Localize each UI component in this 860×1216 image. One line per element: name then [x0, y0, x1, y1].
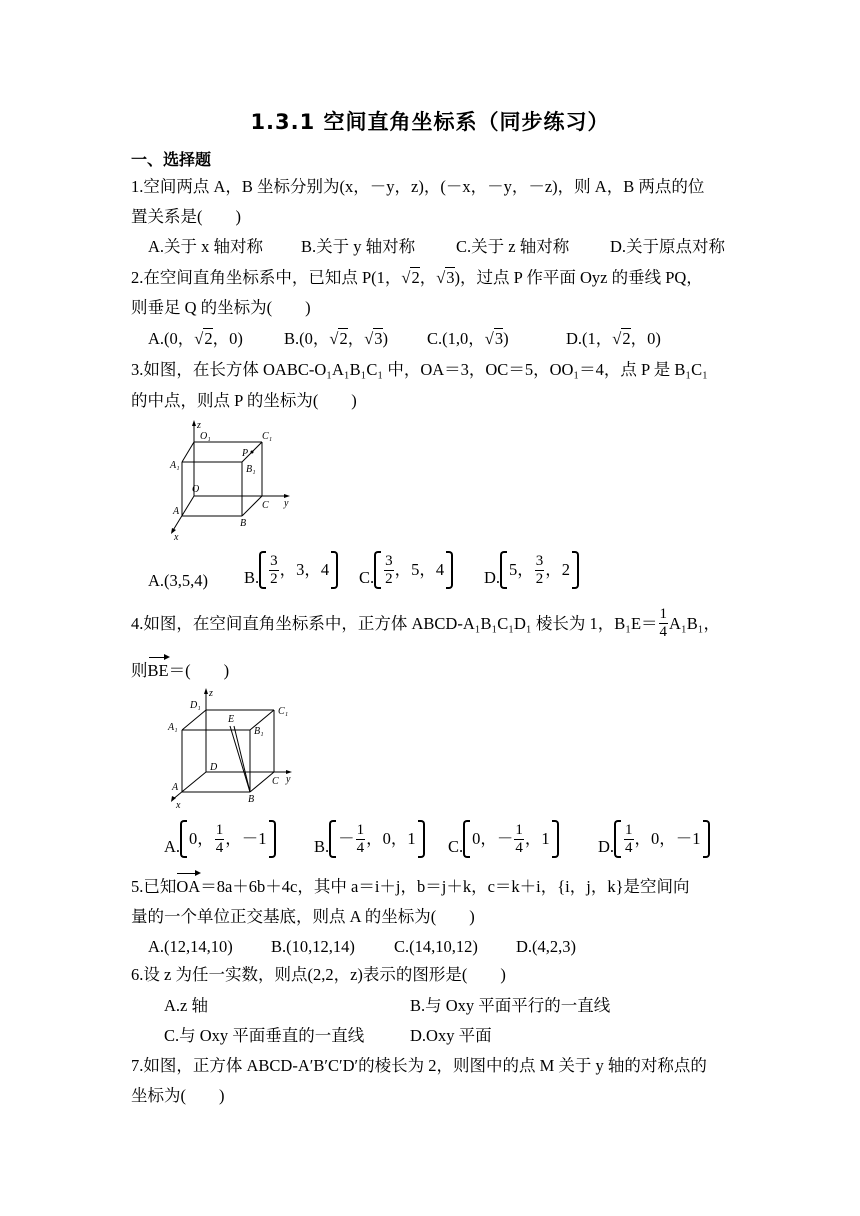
q3-b-fraction: $\frac{3}{2}$: [270, 552, 278, 587]
q4-text-pre: 4.如图，在空间直角坐标系中，正方体 ABCD-A₁B₁C₁D₁ 棱长为 1，B₁E＝: [131, 613, 658, 633]
q4-option-b: [314, 820, 425, 858]
q4-a-fraction: $\frac{1}{4}$: [215, 821, 224, 856]
q2-b-sqrt-3: 3: [374, 329, 383, 348]
q5-option-d: D.(4,2,3): [516, 937, 577, 956]
q6-option-a: A.z 轴: [164, 996, 208, 1015]
q2-text-mid: ，: [419, 268, 437, 287]
question-1-line-1: 1.空间两点 A，B 坐标分别为(x，－y，z)，(－x，－y，－z)，则 A，B 两点的位: [131, 177, 705, 196]
q3-d-rest: ，2: [545, 560, 571, 579]
question-7-line-2: 坐标为( ): [131, 1086, 225, 1105]
q3-d-pre: 5，: [509, 560, 534, 579]
question-3-line-1: 3.如图，在长方体 OABC-O₁A₁B₁C₁ 中，OA＝3，OC＝5，OO₁＝4，点 P 是 B₁C₁: [131, 360, 708, 379]
q3-b-label: B.: [244, 568, 260, 587]
q3-d-fraction: $\frac{3}{2}$: [535, 552, 544, 587]
q3-b-rest: ，3，4: [279, 560, 330, 579]
q3-label-c: C: [262, 500, 269, 511]
section-heading: 一、选择题: [131, 150, 212, 169]
q3-c-label: C.: [359, 568, 375, 587]
q1-option-a: A.关于 x 轴对称: [148, 237, 264, 256]
q5-option-a: A.(12,14,10): [148, 937, 233, 956]
q2-b-mid: ，: [347, 329, 365, 348]
q4-text-post: A₁B₁，: [669, 613, 720, 633]
q4-line2-post: ＝( ): [168, 661, 230, 680]
q4-label-x: x: [176, 800, 181, 810]
q5-option-c: C.(14,10,12): [394, 937, 478, 956]
q4-vector-be: BE: [147, 661, 169, 680]
q4-label-a: A: [172, 782, 179, 793]
q4-a-post: ，－1: [225, 829, 267, 848]
q4-c-pre: 0，－: [472, 829, 514, 848]
q4-b-pre: －: [338, 829, 355, 848]
q2-d-pre: D.(1，: [566, 329, 613, 348]
q3-label-b: B: [240, 518, 247, 529]
q3-c-rest: ，5，4: [394, 560, 445, 579]
q4-fraction: $\frac{1}{4}$: [659, 606, 668, 640]
q4-a-label: A.: [164, 837, 181, 856]
q4-label-b: B: [248, 794, 255, 805]
q4-option-c: [448, 820, 559, 858]
q4-c-post: ，1: [524, 829, 550, 848]
q2-b-sqrt-2: 2: [339, 329, 348, 348]
q2-option-d: D.(1，√2，0): [566, 329, 661, 348]
q2-b-post: ): [382, 329, 388, 348]
q4-label-c: C: [272, 776, 279, 787]
q6-option-b: B.与 Oxy 平面平行的一直线: [410, 996, 611, 1015]
q2-a-post: ，0): [212, 329, 243, 348]
q2-option-a: A.(0，√2，0): [148, 329, 243, 348]
question-5-line-1: [131, 876, 689, 898]
q2-a-pre: A.(0，: [148, 329, 195, 348]
q3-label-b1: B₁: [246, 464, 256, 475]
q6-option-c: C.与 Oxy 平面垂直的一直线: [164, 1026, 365, 1045]
question-2-line-2: 则垂足 Q 的坐标为( ): [131, 298, 311, 317]
q2-option-c: C.(1,0，√3): [427, 329, 509, 348]
q2-b-pre: B.(0，: [284, 329, 330, 348]
q4-a-pre: 0，: [189, 829, 214, 848]
q3-cuboid-figure: [166, 418, 306, 542]
q3-c-fraction: $\frac{3}{2}$: [385, 552, 393, 587]
q5-option-b: B.(10,12,14): [271, 937, 355, 956]
question-2-line-1: 2.在空间直角坐标系中，已知点 P(1，√2，√3)，过点 P 作平面 Oyz 的垂线 PQ，: [131, 268, 703, 287]
q3-label-a1: A₁: [170, 460, 180, 471]
q3-label-c1: C₁: [262, 431, 273, 442]
q4-cube-figure: [166, 686, 306, 810]
q4-label-e: E: [228, 714, 235, 725]
q2-c-post: ): [503, 329, 509, 348]
q4-d-fraction: $\frac{1}{4}$: [625, 821, 633, 856]
q2-text-post: )，过点 P 作平面 Oyz 的垂线 PQ，: [454, 268, 703, 287]
q1-option-d: D.关于原点对称: [610, 237, 726, 256]
q1-option-c: C.关于 z 轴对称: [456, 237, 570, 256]
q2-option-b: B.(0，√2，√3): [284, 329, 388, 348]
segment-be: [234, 726, 250, 792]
q4-b-fraction: $\frac{1}{4}$: [356, 821, 365, 856]
q2-d-sqrt: 2: [622, 329, 631, 348]
q3-label-y: y: [284, 498, 289, 509]
question-4-line-1: [131, 606, 720, 641]
q4-b-label: B.: [314, 837, 330, 856]
q3-d-label: D.: [484, 568, 501, 587]
question-3-line-2: 的中点，则点 P 的坐标为( ): [131, 391, 357, 410]
q4-label-d1: D₁: [190, 700, 201, 711]
q4-option-d: [598, 820, 710, 858]
question-5-line-2: 量的一个单位正交基底，则点 A 的坐标为( ): [131, 907, 475, 926]
q4-label-y: y: [286, 774, 291, 785]
question-7-line-1: 7.如图，正方体 ABCD-A′B′C′D′的棱长为 2，则图中的点 M 关于 y 轴的对称点的: [131, 1056, 707, 1075]
q3-label-a: A: [173, 506, 180, 517]
q3-option-b: [244, 551, 338, 589]
q3-option-a: A.(3,5,4): [148, 571, 209, 590]
q6-option-d: D.Oxy 平面: [410, 1026, 492, 1045]
q1-option-b: B.关于 y 轴对称: [301, 237, 416, 256]
q2-sqrt-2: 2: [411, 268, 420, 287]
q2-c-pre: C.(1,0，: [427, 329, 485, 348]
q4-label-a1: A₁: [168, 722, 178, 733]
q3-label-o: O: [192, 484, 200, 495]
q4-c-fraction: $\frac{1}{4}$: [515, 821, 523, 856]
q2-d-post: ，0): [630, 329, 661, 348]
q4-d-post: ，0，－1: [634, 829, 701, 848]
q5-pre: 5.已知: [131, 877, 177, 896]
q3-label-z: z: [197, 420, 201, 431]
q4-label-d: D: [210, 762, 218, 773]
q3-label-x: x: [174, 532, 179, 542]
q3-option-d: [484, 551, 579, 589]
q3-option-c: [359, 551, 453, 589]
q4-label-z: z: [209, 688, 213, 699]
q4-label-c1: C₁: [278, 706, 289, 717]
question-6-line-1: 6.设 z 为任一实数，则点(2,2，z)表示的图形是( ): [131, 965, 506, 984]
q3-label-o1: O₁: [200, 431, 211, 442]
q4-option-a: [164, 820, 276, 858]
q4-b-post: ，0，1: [366, 829, 416, 848]
q2-c-sqrt: 3: [494, 329, 504, 348]
q2-sqrt-3: 3: [446, 268, 455, 287]
question-4-line-2: [131, 660, 229, 682]
q4-line2-pre: 则: [131, 661, 148, 680]
q3-label-p: P: [242, 448, 249, 459]
q2-text-pre: 2.在空间直角坐标系中，已知点 P(1，: [131, 268, 402, 287]
q4-label-b1: B₁: [254, 726, 264, 737]
page-title: 1.3.1 空间直角坐标系（同步练习）: [250, 110, 610, 134]
question-1-line-2: 置关系是( ): [131, 207, 241, 226]
q4-c-label: C.: [448, 837, 464, 856]
q2-a-sqrt: 2: [204, 329, 213, 348]
q5-vector-oa: OA: [176, 877, 201, 896]
q4-d-label: D.: [598, 837, 615, 856]
q5-post: ＝8a＋6b＋4c，其中 a＝i＋j，b＝j＋k，c＝k＋i，{i，j，k}是空间向: [200, 877, 690, 896]
